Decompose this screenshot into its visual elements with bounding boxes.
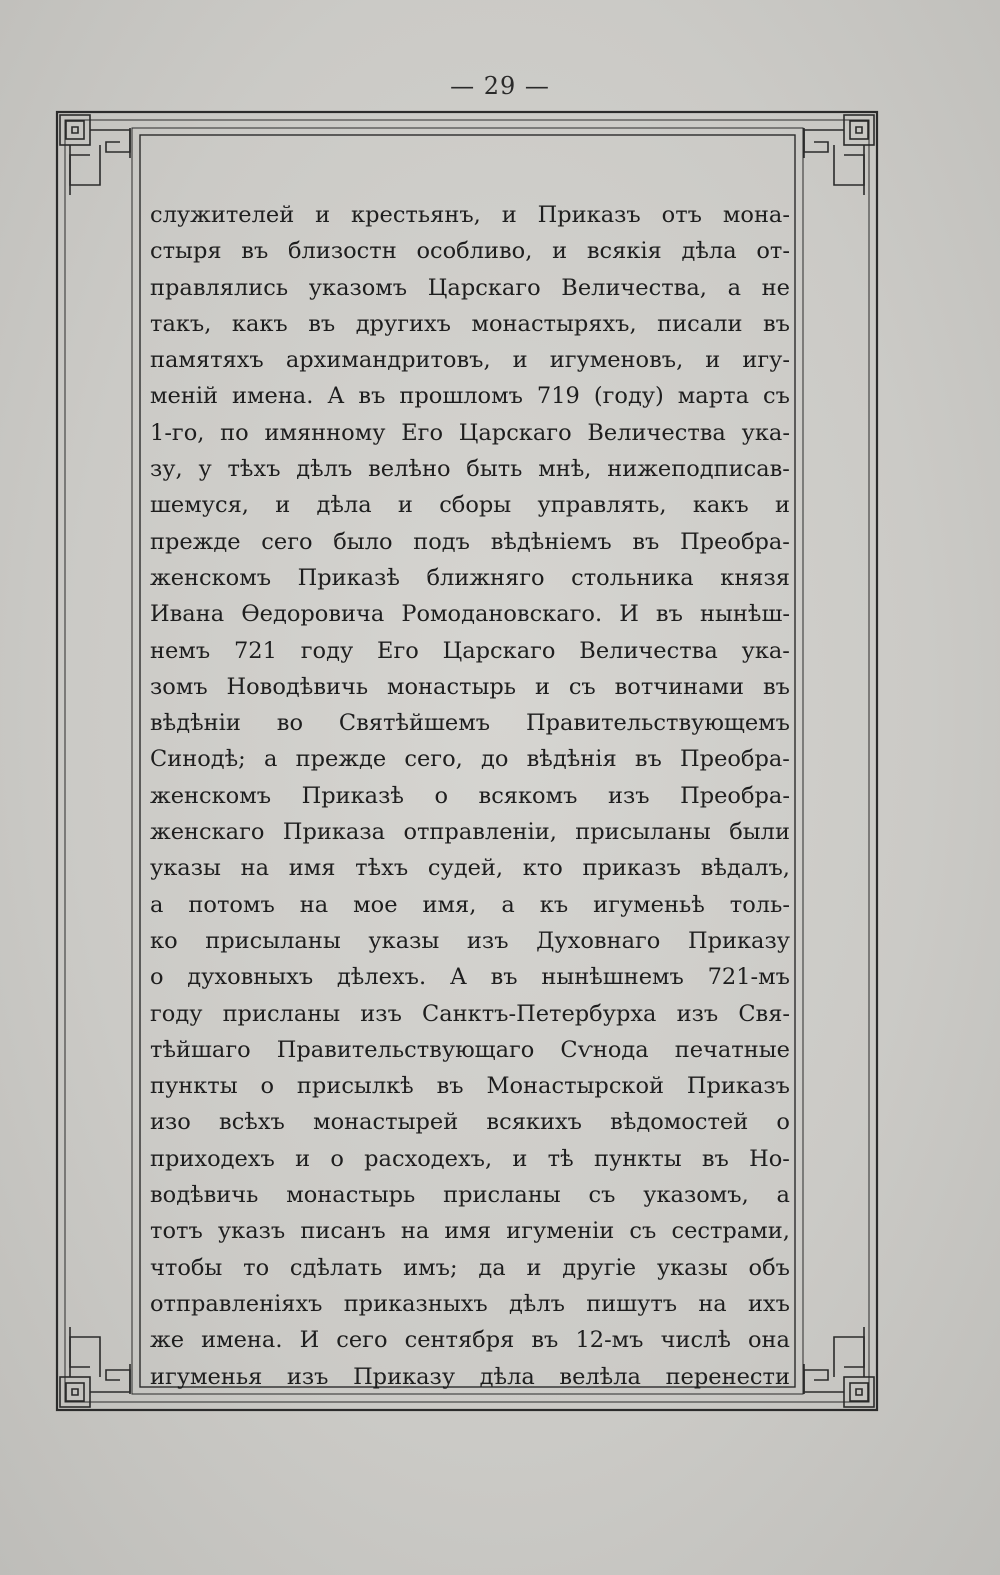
body-text [150, 197, 790, 1395]
text-line: изо всѣхъ монастырей всякихъ вѣдомостей о [150, 1109, 790, 1136]
text-line: 1-го, по имянному Его Царскаго Величества ука- [150, 419, 790, 446]
text-line: шемуся, и дѣла и сборы управлять, какъ и [150, 492, 790, 519]
text-line: такъ, какъ въ другихъ монастыряхъ, писали въ [150, 310, 790, 337]
text-line: служителей и крестьянъ, и Приказъ отъ мона- [150, 202, 790, 228]
text-line: водѣвичь монастырь присланы съ указомъ, а [150, 1182, 790, 1209]
text-line: прежде сего было подъ вѣдѣніемъ въ Преобра- [150, 528, 790, 555]
text-line: меній имена. А въ прошломъ 719 (году) марта съ [150, 383, 790, 410]
text-line: правлялись указомъ Царскаго Величества, а не [150, 274, 790, 301]
text-line: женскомъ Приказѣ ближняго стольника князя [150, 564, 790, 591]
corner-ornament-top-left [60, 115, 130, 195]
text-line: зомъ Новодѣвичь монастырь и съ вотчинами въ [150, 673, 790, 700]
text-line: стыря въ близостн особливо, и всякія дѣла от- [150, 238, 790, 265]
text-line: о духовныхъ дѣлехъ. А въ нынѣшнемъ 721-мъ [150, 964, 790, 991]
text-line: чтобы то сдѣлать имъ; да и другіе указы объ [150, 1254, 790, 1281]
text-line: тотъ указъ писанъ на имя игуменіи съ сестрами, [150, 1218, 790, 1245]
text-line: а потомъ на мое имя, а къ игуменьѣ толь- [150, 891, 790, 918]
text-line: Синодѣ; а прежде сего, до вѣдѣнія въ Преобра- [150, 746, 790, 773]
text-line: женскомъ Приказѣ о всякомъ изъ Преобра- [150, 782, 790, 809]
text-line: пункты о присылкѣ въ Монастырской Приказъ [150, 1073, 790, 1100]
text-line: приходехъ и о расходехъ, и тѣ пункты въ Но- [150, 1145, 790, 1172]
corner-ornament-top-right [804, 115, 874, 195]
text-line: Ивана Ѳедоровича Ромодановскаго. И въ нынѣш- [150, 601, 790, 628]
text-line: немъ 721 году Его Царскаго Величества ука- [150, 637, 790, 664]
text-line: зу, у тѣхъ дѣлъ велѣно быть мнѣ, нижеподписав- [150, 456, 790, 483]
corner-ornament-bottom-right [804, 1327, 874, 1407]
text-line: тѣйшаго Правительствующаго Сѵнода печатные [150, 1036, 790, 1063]
corner-ornament-bottom-left [60, 1327, 130, 1407]
text-line: памятяхъ архимандритовъ, и игуменовъ, и игу- [150, 347, 790, 374]
text-line: же имена. И сего сентября въ 12-мъ числѣ она [150, 1327, 790, 1354]
page-number: — 29 — [450, 72, 550, 100]
text-line: году присланы изъ Санктъ-Петербурха изъ Свя- [150, 1000, 790, 1027]
text-line: игуменья изъ Приказу дѣла велѣла перенести [150, 1363, 790, 1390]
text-line: вѣдѣніи во Святѣйшемъ Правительствующемъ [150, 710, 790, 737]
text-line: указы на имя тѣхъ судей, кто приказъ вѣдалъ, [150, 855, 790, 882]
text-line: отправленіяхъ приказныхъ дѣлъ пишутъ на ихъ [150, 1290, 790, 1317]
text-line: женскаго Приказа отправленіи, присыланы были [150, 819, 790, 846]
text-line: ко присыланы указы изъ Духовнаго Приказу [150, 927, 790, 954]
